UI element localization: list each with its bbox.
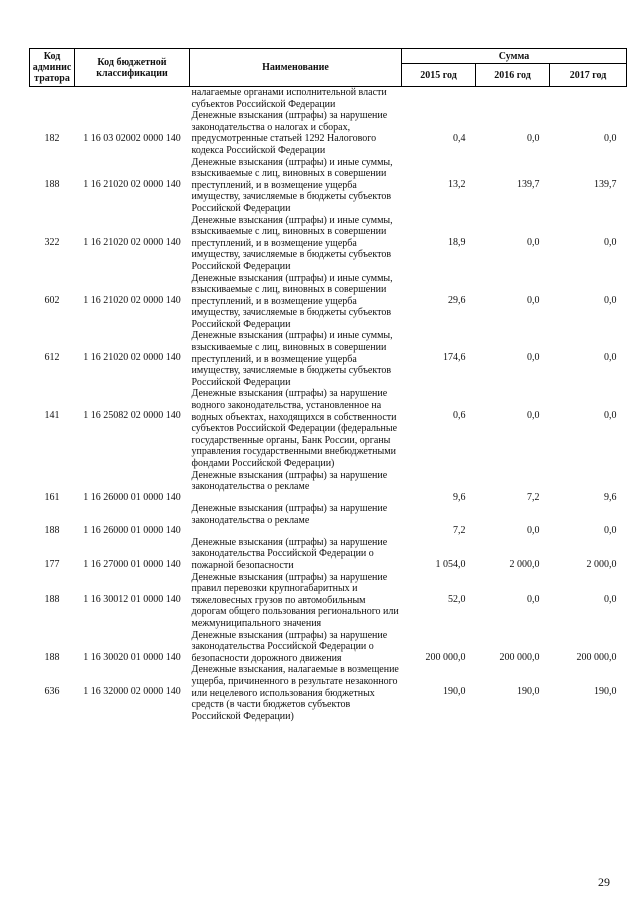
sum-2015-cell: 52,0: [448, 593, 466, 605]
sum-2016-cell: 2 000,0: [509, 558, 540, 570]
header-name: Наименование: [190, 49, 402, 87]
budget-code-cell: 1 16 26000 01 0000 140: [83, 525, 181, 537]
budget-code-cell: 1 16 27000 01 0000 140: [83, 558, 181, 570]
sum-2017-cell: 190,0: [594, 686, 617, 698]
name-cell: Денежные взыскания (штрафы) за нарушение законодательства Российской Федерации о пожарной безопасности: [191, 536, 388, 571]
budget-code-cell: [75, 87, 190, 111]
admin-code-cell: 636: [44, 686, 60, 698]
name-cell: Денежные взыскания (штрафы) за нарушение законодательства Российской Федерации о безопасности дорожного движения: [191, 629, 388, 664]
sum-2016-cell: 0,0: [527, 133, 540, 145]
table-header: [30, 49, 627, 87]
sum-2016-cell: 0,0: [527, 294, 540, 306]
header-admin-code: Код админис тратора: [30, 49, 75, 87]
sum-2016-cell: 190,0: [517, 686, 540, 698]
name-cell: Денежные взыскания (штрафы) и иные суммы, взыскиваемые с лиц, виновных в совершении преступлений, и в возмещение ущерба имуществу, зачисляемые в бюджеты субъектов Российской Федерации: [191, 214, 393, 272]
page-number: 29: [598, 875, 610, 889]
budget-code-cell: 1 16 25082 02 0000 140: [83, 410, 181, 422]
sum-2016-cell: 139,7: [517, 178, 540, 190]
sum-2015-cell: 200 000,0: [425, 651, 466, 663]
sum-2015-cell: 174,6: [443, 352, 466, 364]
sum-2017-cell: 200 000,0: [576, 651, 617, 663]
table-row: [30, 110, 627, 156]
sum-2015-cell: 0,4: [453, 133, 466, 145]
name-cell: Денежные взыскания (штрафы) за нарушение законодательства о рекламе: [191, 503, 388, 526]
admin-code-cell: 188: [44, 593, 60, 605]
table-row: [30, 470, 627, 504]
sum-2017-cell: 0,0: [604, 352, 617, 364]
sum-2017-cell: 139,7: [594, 178, 617, 190]
name-cell: Денежные взыскания (штрафы) за нарушение водного законодательства, установленное на водных объектах, находящихся в собственности субъектов Российской Федерации (федеральные государственные органы, Банк России, органы управления государственными внебюджетными фондами Российской Федерации): [191, 388, 398, 469]
budget-code-cell: 1 16 21020 02 0000 140: [83, 236, 181, 248]
sum-2017-cell: 0,0: [604, 525, 617, 537]
sum-2015-cell: 9,6: [453, 491, 466, 503]
budget-table-container: [29, 48, 626, 722]
sum-2016-cell: 0,0: [527, 236, 540, 248]
admin-code-cell: [30, 87, 75, 111]
admin-code-cell: 177: [44, 558, 60, 570]
budget-code-cell: 1 16 03 02002 0000 140: [83, 133, 181, 145]
sum-2017-cell: 0,0: [604, 410, 617, 422]
name-cell: Денежные взыскания (штрафы) и иные суммы, взыскиваемые с лиц, виновных в совершении преступлений, и в возмещение ущерба имуществу, зачисляемые в бюджеты субъектов Российской Федерации: [191, 272, 393, 330]
table-row: [30, 330, 627, 388]
admin-code-cell: 322: [44, 236, 60, 248]
sum-2016-cell: 7,2: [527, 491, 540, 503]
sum-2017-cell: 2 000,0: [586, 558, 617, 570]
sum-2015-cell: 0,6: [453, 410, 466, 422]
sum-2015-cell: [402, 87, 476, 111]
header-year-2015: 2015 год: [402, 64, 476, 87]
table-row: [30, 537, 627, 572]
budget-code-cell: 1 16 30020 01 0000 140: [83, 651, 181, 663]
sum-2017-cell: 0,0: [604, 133, 617, 145]
table-row: [30, 630, 627, 665]
admin-code-cell: 182: [44, 133, 60, 145]
admin-code-cell: 612: [44, 352, 60, 364]
budget-code-cell: 1 16 21020 02 0000 140: [83, 178, 181, 190]
budget-code-cell: 1 16 21020 02 0000 140: [83, 352, 181, 364]
admin-code-cell: 188: [44, 525, 60, 537]
sum-2017-cell: 0,0: [604, 294, 617, 306]
sum-2016-cell: 0,0: [527, 352, 540, 364]
name-cell: налагаемые органами исполнительной власти субъектов Российской Федерации: [191, 87, 387, 110]
sum-2017-cell: [550, 87, 627, 111]
table-row: [30, 273, 627, 331]
sum-2015-cell: 18,9: [448, 236, 466, 248]
budget-code-cell: 1 16 32000 02 0000 140: [83, 686, 181, 698]
name-cell: Денежные взыскания (штрафы) и иные суммы, взыскиваемые с лиц, виновных в совершении преступлений, и в возмещение ущерба имуществу, зачисляемые в бюджеты субъектов Российской Федерации: [191, 156, 393, 214]
sum-2017-cell: 0,0: [604, 593, 617, 605]
sum-2016-cell: 200 000,0: [499, 651, 540, 663]
admin-code-cell: 602: [44, 294, 60, 306]
table-row: [30, 215, 627, 273]
budget-code-cell: 1 16 26000 01 0000 140: [83, 491, 181, 503]
header-year-2016: 2016 год: [476, 64, 550, 87]
header-year-2017: 2017 год: [550, 64, 627, 87]
name-cell: Денежные взыскания (штрафы) за нарушение законодательства о налогах и сборах, предусмотренные статьей 1292 Налогового кодекса Российской Федерации: [191, 110, 388, 156]
admin-code-cell: 161: [44, 491, 60, 503]
header-sum: Сумма: [402, 49, 627, 64]
sum-2015-cell: 29,6: [448, 294, 466, 306]
sum-2016-cell: 0,0: [527, 593, 540, 605]
sum-2016-cell: 0,0: [527, 525, 540, 537]
table-row: [30, 388, 627, 469]
table-row: [30, 157, 627, 215]
budget-code-cell: 1 16 21020 02 0000 140: [83, 294, 181, 306]
budget-code-cell: 1 16 30012 01 0000 140: [83, 593, 181, 605]
admin-code-cell: 141: [44, 410, 60, 422]
table-row: [30, 572, 627, 630]
admin-code-cell: 188: [44, 178, 60, 190]
header-budget-code: Код бюджетной классификации: [75, 49, 190, 87]
sum-2017-cell: 9,6: [604, 491, 617, 503]
sum-2015-cell: 7,2: [453, 525, 466, 537]
admin-code-cell: 188: [44, 651, 60, 663]
name-cell: Денежные взыскания (штрафы) и иные суммы, взыскиваемые с лиц, виновных в совершении преступлений, и в возмещение ущерба имуществу, зачисляемые в бюджеты субъектов Российской Федерации: [191, 330, 393, 388]
sum-2015-cell: 13,2: [448, 178, 466, 190]
sum-2016-cell: [476, 87, 550, 111]
sum-2015-cell: 1 054,0: [435, 558, 466, 570]
name-cell: Денежные взыскания (штрафы) за нарушение правил перевозки крупногабаритных и тяжеловесных грузов по автомобильным дорогам общего пользования регионального или межмуниципального значения: [191, 571, 399, 629]
sum-2016-cell: 0,0: [527, 410, 540, 422]
table-body: [30, 87, 627, 723]
table-row: [30, 503, 627, 537]
name-cell: Денежные взыскания (штрафы) за нарушение законодательства о рекламе: [191, 469, 388, 493]
sum-2015-cell: 190,0: [443, 686, 466, 698]
sum-2017-cell: 0,0: [604, 236, 617, 248]
table-row: [30, 664, 627, 722]
table-row: [30, 87, 627, 111]
name-cell: Денежные взыскания, налагаемые в возмещение ущерба, причиненного в результате незаконного или нецелевого использования бюджетных средств (в части бюджетов субъектов Российской Федерации): [191, 664, 399, 722]
budget-revenue-table: [29, 48, 627, 722]
